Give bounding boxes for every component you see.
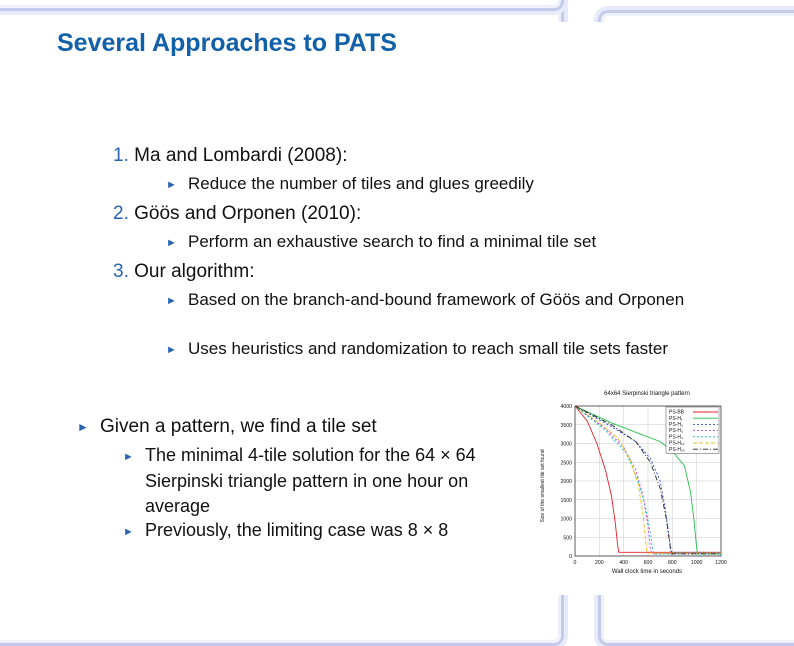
legend-label: PS-H₂ [669,422,683,428]
approach-title: Göös and Orponen (2010): [134,203,362,224]
y-tick-label: 1500 [560,497,572,504]
approach-1-sub-1 [166,172,748,196]
y-tick-label: 0 [569,554,572,560]
y-tick-label: 2000 [560,479,572,485]
x-tick-label: 600 [643,560,653,566]
main-bullet-sub-2 [123,518,525,544]
approach-number: 3. [113,261,129,282]
x-tick-label: 200 [595,560,604,566]
slide-title: Several Approaches to PATS [57,29,397,57]
sierpinski-chart [535,386,735,582]
sub-item-text: The minimal 4-tile solution for the 64 × 64 Sierpinski triangle pattern in one hour on average [145,445,476,516]
main-bullet-text: Given a pattern, we find a tile set [100,416,377,437]
legend-label: PS-BB [669,409,685,416]
approach-2 [113,203,361,225]
sub-item-text: Previously, the limiting case was 8 × 8 [145,520,449,540]
legend-label: PS-H₄ [669,434,683,441]
legend-label: PS-H₁₂ [669,440,685,447]
approach-number: 1. [113,145,129,166]
main-bullet [77,416,377,438]
y-tick-label: 3000 [560,441,572,448]
y-tick-label: 3500 [560,422,572,429]
x-tick-label: 1000 [690,560,703,566]
approach-3-sub-1 [166,288,728,312]
approach-3-sub-2 [166,337,728,361]
triangle-bullet-icon: ► [166,344,177,356]
main-bullet-sub-1 [123,443,505,520]
approach-1 [113,145,347,167]
x-tick-label: 400 [619,560,628,566]
sub-item-text: Based on the branch-and-bound framework of Göös and Orponen [188,290,685,309]
x-tick-label: 1200 [715,560,727,566]
legend-label: PS-H₃ [669,428,683,435]
sub-item-text: Reduce the number of tiles and glues greedily [188,174,534,193]
legend-label: PS-H₂₀ [669,446,685,453]
x-tick-label: 800 [668,560,677,566]
chart-title: 64x64 Sierpinski triangle pattern [604,391,690,397]
x-tick-label: 0 [573,560,577,566]
approach-title: Ma and Lombardi (2008): [134,145,348,166]
y-tick-label: 1000 [560,516,572,523]
triangle-bullet-icon: ► [123,451,134,463]
chart-ylabel: Size of the smallest tile set found [540,449,546,523]
triangle-bullet-icon: ► [166,237,177,249]
chart-xlabel: Wall clock time in seconds [611,569,683,575]
approach-3 [113,261,255,283]
triangle-bullet-icon: ► [123,526,134,538]
triangle-bullet-icon: ► [166,179,177,191]
approach-title: Our algorithm: [134,261,255,282]
approach-2-sub-1 [166,230,748,254]
y-tick-label: 2500 [560,460,572,467]
legend-label: PS-H₁ [669,415,683,422]
sub-item-text: Perform an exhaustive search to find a minimal tile set [188,232,597,251]
triangle-bullet-icon: ► [77,420,89,434]
y-tick-label: 500 [563,535,572,542]
sub-item-text: Uses heuristics and randomization to reach small tile sets faster [188,339,668,358]
y-tick-label: 4000 [560,404,572,410]
approach-number: 2. [113,203,129,224]
triangle-bullet-icon: ► [166,295,177,307]
decorative-frame [0,0,564,11]
